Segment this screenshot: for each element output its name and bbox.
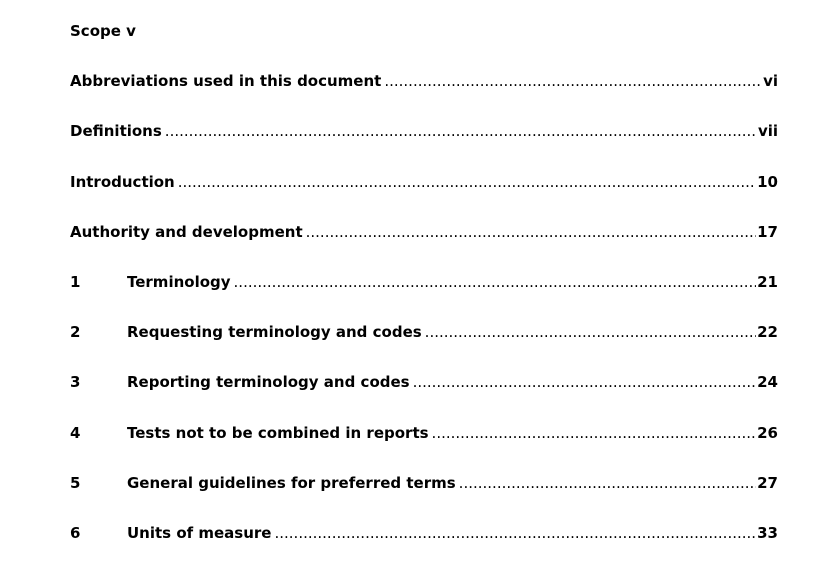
toc-entry-title: Requesting terminology and codes [127, 323, 422, 342]
toc-entry-number: 5 [70, 473, 81, 492]
table-of-contents [70, 20, 778, 572]
toc-entry-page: 17 [757, 222, 778, 241]
toc-entry-title: Abbreviations used in this document [70, 72, 382, 91]
toc-entry-page: 22 [757, 323, 778, 342]
dot-leader [165, 120, 757, 142]
toc-entry-title: Scope v [70, 22, 136, 40]
toc-entry-title: Introduction [70, 172, 175, 191]
dot-leader [413, 371, 757, 393]
toc-entry-units-of-measure[interactable] [70, 522, 778, 572]
toc-entry-page: 27 [757, 473, 778, 492]
dot-leader [234, 271, 757, 293]
toc-entry-title: General guidelines for preferred terms [127, 473, 456, 492]
toc-entry-tests-not-combined[interactable] [70, 422, 778, 472]
toc-entry-number: 2 [70, 323, 81, 342]
dot-leader [274, 522, 756, 544]
toc-entry-abbreviations[interactable] [70, 70, 778, 120]
toc-entry-title: Reporting terminology and codes [127, 373, 410, 392]
toc-entry-reporting[interactable] [70, 371, 778, 421]
dot-leader [306, 221, 757, 243]
toc-entry-page: vii [757, 122, 778, 141]
toc-entry-number: 6 [70, 523, 81, 542]
toc-entry-page: 21 [757, 272, 778, 291]
toc-entry-number: 4 [70, 423, 81, 442]
dot-leader [178, 171, 756, 193]
toc-entry-introduction[interactable] [70, 171, 778, 221]
toc-entry-definitions[interactable] [70, 120, 778, 170]
dot-leader [384, 70, 762, 92]
toc-entry-requesting[interactable] [70, 321, 778, 371]
toc-entry-terminology[interactable] [70, 271, 778, 321]
toc-entry-title: Definitions [70, 122, 162, 141]
dot-leader [432, 422, 757, 444]
toc-entry-title: Tests not to be combined in reports [127, 423, 429, 442]
toc-entry-scope[interactable] [70, 20, 778, 70]
toc-entry-page: 10 [757, 172, 778, 191]
toc-entry-number: 3 [70, 373, 81, 392]
toc-entry-number: 1 [70, 272, 81, 291]
toc-entry-page: 24 [757, 373, 778, 392]
toc-entry-page: vi [763, 72, 778, 91]
toc-entry-title: Units of measure [127, 523, 272, 542]
toc-entry-authority[interactable] [70, 221, 778, 271]
toc-entry-page: 33 [757, 523, 778, 542]
toc-entry-general-guidelines[interactable] [70, 472, 778, 522]
dot-leader [459, 472, 756, 494]
dot-leader [425, 321, 756, 343]
toc-entry-title: Terminology [127, 272, 231, 291]
toc-entry-title: Authority and development [70, 222, 303, 241]
toc-entry-page: 26 [757, 423, 778, 442]
